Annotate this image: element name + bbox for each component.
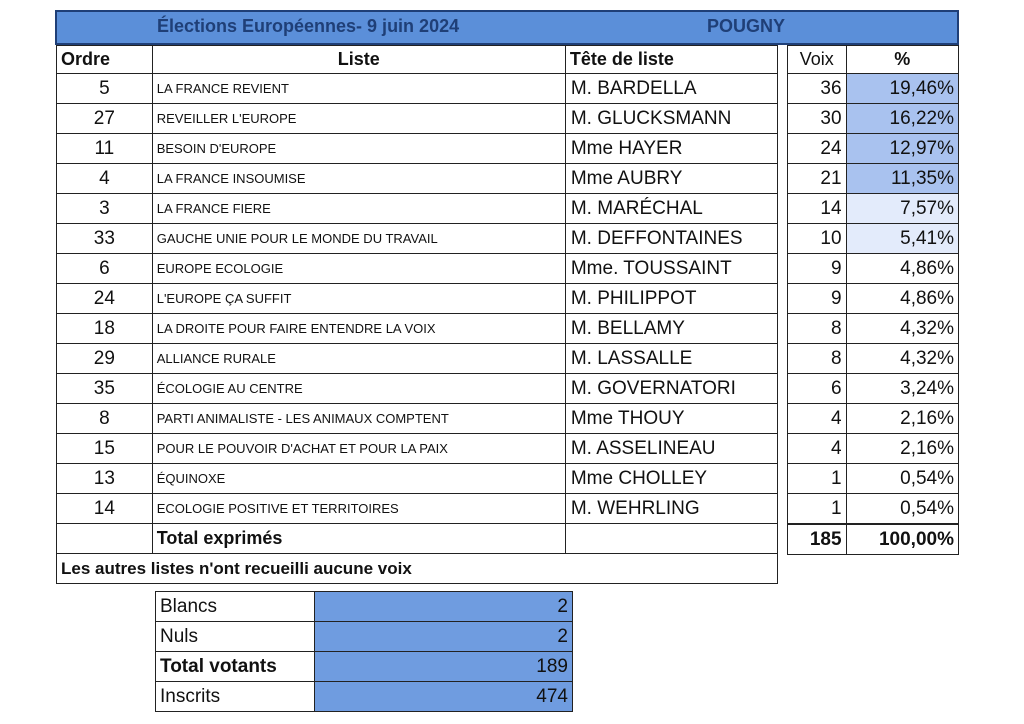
pct-cell: 0,54% [846,464,958,494]
votes-row [788,194,959,224]
ordre-cell: 35 [57,374,153,404]
votes-row [788,374,959,404]
voix-cell: 30 [788,104,847,134]
results-header-row [57,46,778,74]
votants-value: 189 [314,652,572,682]
tete-cell: M. DEFFONTAINES [565,224,777,254]
tete-cell: Mme THOUY [565,404,777,434]
liste-cell: LA FRANCE REVIENT [152,74,565,104]
pct-cell: 16,22% [846,104,958,134]
voix-cell: 6 [788,374,847,404]
table-row [57,344,778,374]
ordre-cell: 3 [57,194,153,224]
table-row [57,164,778,194]
voix-cell: 9 [788,254,847,284]
votes-row [788,134,959,164]
voix-cell: 4 [788,434,847,464]
tete-cell: M. PHILIPPOT [565,284,777,314]
total-voix: 185 [788,525,847,555]
liste-cell: L'EUROPE ÇA SUFFIT [152,284,565,314]
table-row [57,314,778,344]
pct-cell: 12,97% [846,134,958,164]
tete-cell: M. ASSELINEAU [565,434,777,464]
voix-cell: 14 [788,194,847,224]
pct-cell: 2,16% [846,434,958,464]
ordre-cell: 13 [57,464,153,494]
ordre-cell: 5 [57,74,153,104]
total-empty-cell [57,524,153,554]
votes-row [788,104,959,134]
election-title: Élections Européennes- 9 juin 2024 [157,16,460,36]
votes-row [788,74,959,104]
inscrits-label: Inscrits [156,682,315,712]
autres-row [57,554,778,584]
tete-cell: M. LASSALLE [565,344,777,374]
tete-cell: M. WEHRLING [565,494,777,524]
pct-cell: 19,46% [846,74,958,104]
liste-cell: PARTI ANIMALISTE - LES ANIMAUX COMPTENT [152,404,565,434]
table-row [57,104,778,134]
summary-row-nuls [156,622,573,652]
table-row [57,224,778,254]
tete-cell: M. GLUCKSMANN [565,104,777,134]
table-row [57,134,778,164]
liste-cell: ÉQUINOXE [152,464,565,494]
votes-row [788,314,959,344]
liste-cell: POUR LE POUVOIR D'ACHAT ET POUR LA PAIX [152,434,565,464]
pct-cell: 4,86% [846,254,958,284]
ordre-cell: 11 [57,134,153,164]
tete-cell: M. BARDELLA [565,74,777,104]
voix-cell: 8 [788,314,847,344]
ordre-cell: 14 [57,494,153,524]
votes-row [788,494,959,524]
votes-table [787,45,959,555]
voix-cell: 10 [788,224,847,254]
votes-row [788,464,959,494]
ordre-cell: 8 [57,404,153,434]
liste-cell: LA FRANCE INSOUMISE [152,164,565,194]
votants-label: Total votants [156,652,315,682]
total-label: Total exprimés [152,524,565,554]
ordre-cell: 24 [57,284,153,314]
votes-total-row [788,525,959,555]
ordre-cell: 18 [57,314,153,344]
tete-cell: M. GOVERNATORI [565,374,777,404]
voix-cell: 1 [788,494,847,524]
pct-cell: 4,86% [846,284,958,314]
summary-row-blancs [156,592,573,622]
pct-cell: 4,32% [846,344,958,374]
liste-cell: ALLIANCE RURALE [152,344,565,374]
blancs-label: Blancs [156,592,315,622]
votes-row [788,404,959,434]
tete-cell: Mme. TOUSSAINT [565,254,777,284]
liste-cell: LA FRANCE FIERE [152,194,565,224]
liste-cell: REVEILLER L'EUROPE [152,104,565,134]
pct-cell: 5,41% [846,224,958,254]
liste-cell: EUROPE ECOLOGIE [152,254,565,284]
tete-cell: Mme HAYER [565,134,777,164]
nuls-value: 2 [314,622,572,652]
table-row [57,74,778,104]
voix-cell: 8 [788,344,847,374]
ordre-cell: 4 [57,164,153,194]
votes-row [788,434,959,464]
total-empty-cell [565,524,777,554]
table-row [57,194,778,224]
ordre-cell: 6 [57,254,153,284]
votes-row [788,254,959,284]
column-header-tete: Tête de liste [565,46,777,74]
ordre-cell: 29 [57,344,153,374]
total-row [57,524,778,554]
table-row [57,374,778,404]
blancs-value: 2 [314,592,572,622]
votes-row [788,224,959,254]
header-bar [55,10,959,45]
column-header-liste: Liste [152,46,565,74]
column-header-ordre: Ordre [57,46,153,74]
tete-cell: Mme AUBRY [565,164,777,194]
pct-cell: 2,16% [846,404,958,434]
commune-name: POUGNY [707,16,786,36]
tete-cell: M. MARÉCHAL [565,194,777,224]
table-row [57,464,778,494]
total-pct: 100,00% [846,525,958,555]
pct-cell: 3,24% [846,374,958,404]
votes-row [788,164,959,194]
table-row [57,494,778,524]
pct-cell: 11,35% [846,164,958,194]
results-table [56,45,778,584]
tete-cell: M. BELLAMY [565,314,777,344]
pct-cell: 7,57% [846,194,958,224]
votes-row [788,284,959,314]
voix-cell: 21 [788,164,847,194]
table-row [57,254,778,284]
voix-cell: 9 [788,284,847,314]
liste-cell: BESOIN D'EUROPE [152,134,565,164]
column-header-pct: % [846,46,958,74]
liste-cell: ÉCOLOGIE AU CENTRE [152,374,565,404]
summary-table [155,591,573,712]
liste-cell: ECOLOGIE POSITIVE ET TERRITOIRES [152,494,565,524]
pct-cell: 0,54% [846,494,958,524]
liste-cell: GAUCHE UNIE POUR LE MONDE DU TRAVAIL [152,224,565,254]
summary-row-inscrits [156,682,573,712]
autres-note: Les autres listes n'ont recueilli aucune voix [57,554,778,584]
voix-cell: 1 [788,464,847,494]
tete-cell: Mme CHOLLEY [565,464,777,494]
votes-row [788,344,959,374]
nuls-label: Nuls [156,622,315,652]
table-row [57,404,778,434]
table-row [57,434,778,464]
voix-cell: 4 [788,404,847,434]
liste-cell: LA DROITE POUR FAIRE ENTENDRE LA VOIX [152,314,565,344]
table-row [57,284,778,314]
ordre-cell: 27 [57,104,153,134]
voix-cell: 24 [788,134,847,164]
voix-cell: 36 [788,74,847,104]
ordre-cell: 15 [57,434,153,464]
votes-header-row [788,46,959,74]
inscrits-value: 474 [314,682,572,712]
ordre-cell: 33 [57,224,153,254]
column-header-voix: Voix [788,46,847,74]
pct-cell: 4,32% [846,314,958,344]
summary-row-votants [156,652,573,682]
